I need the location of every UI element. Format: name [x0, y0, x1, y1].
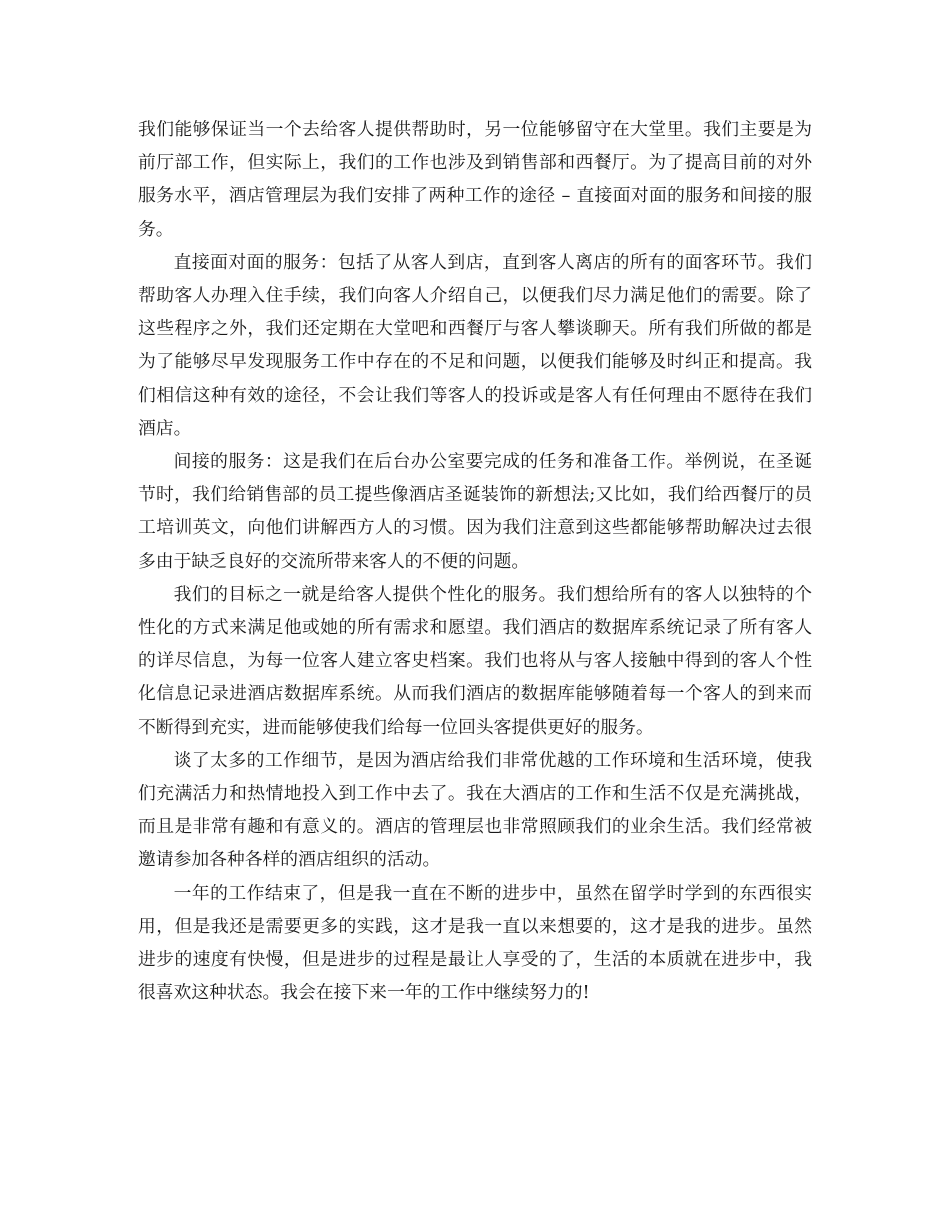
paragraph-3: 间接的服务：这是我们在后台办公室要完成的任务和准备工作。举例说，在圣诞节时，我们给销售部的员工提些像酒店圣诞装饰的新想法;又比如，我们给西餐厅的员工培训英文，向他们讲解西方人的习惯。因为我们注意到这些都能够帮助解决过去很多由于缺乏良好的交流所带来客人的不便的问题。 [138, 451, 812, 572]
paragraph-4: 我们的目标之一就是给客人提供个性化的服务。我们想给所有的客人以独特的个性化的方式来满足他或她的所有需求和愿望。我们酒店的数据库系统记录了所有客人的详尽信息，为每一位客人建立客史档案。我们也将从与客人接触中得到的客人个性化信息记录进酒店数据库系统。从而我们酒店的数据库能够随着每一个客人的到来而不断得到充实，进而能够使我们给每一位回头客提供更好的服务。 [138, 583, 812, 738]
paragraph-6: 一年的工作结束了，但是我一直在不断的进步中，虽然在留学时学到的东西很实用，但是我还是需要更多的实践，这才是我一直以来想要的，这才是我的进步。虽然进步的速度有快慢，但是进步的过程是最让人享受的了，生活的本质就在进步中，我很喜欢这种状态。我会在接下来一年的工作中继续努力的! [138, 882, 812, 1004]
paragraph-2: 直接面对面的服务：包括了从客人到店，直到客人离店的所有的面客环节。我们帮助客人办理入住手续，我们向客人介绍自己，以便我们尽力满足他们的需要。除了这些程序之外，我们还定期在大堂吧和西餐厅与客人攀谈聊天。所有我们所做的都是为了能够尽早发现服务工作中存在的不足和问题，以便我们能够及时纠正和提高。我们相信这种有效的途径，不会让我们等客人的投诉或是客人有任何理由不愿待在我们酒店。 [138, 251, 812, 439]
paragraph-1: 我们能够保证当一个去给客人提供帮助时，另一位能够留守在大堂里。我们主要是为前厅部工作，但实际上，我们的工作也涉及到销售部和西餐厅。为了提高目前的对外服务水平，酒店管理层为我们安排了两种工作的途径 – 直接面对面的服务和间接的服务。 [138, 119, 812, 240]
document-body [138, 113, 812, 1009]
paragraph-5: 谈了太多的工作细节，是因为酒店给我们非常优越的工作环境和生活环境，使我们充满活力和热情地投入到工作中去了。我在大酒店的工作和生活不仅是充满挑战，而且是非常有趣和有意义的。酒店的管理层也非常照顾我们的业余生活。我们经常被邀请参加各种各样的酒店组织的活动。 [138, 749, 812, 871]
